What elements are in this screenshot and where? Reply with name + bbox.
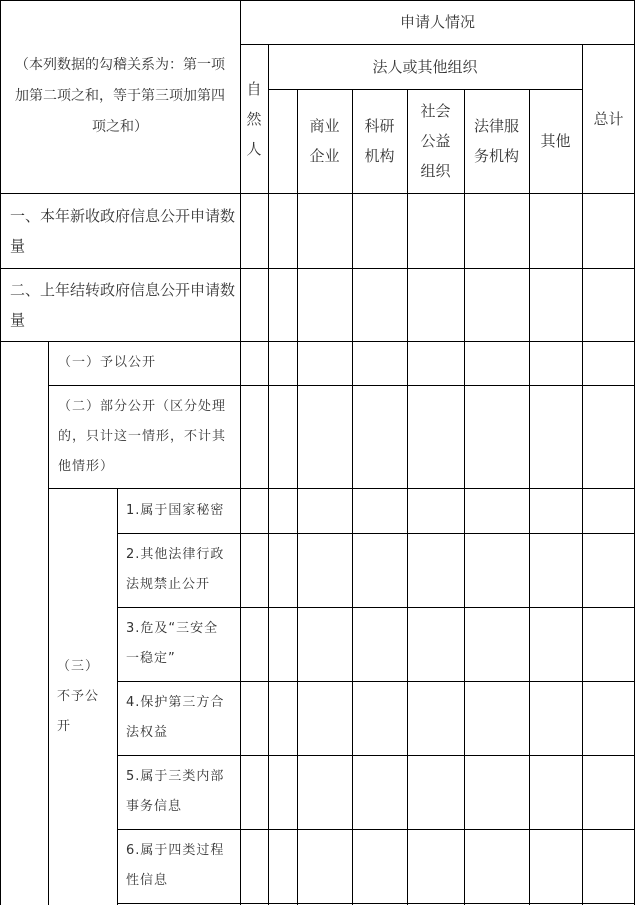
column-note: （本列数据的勾稽关系为：第一项 加第二项之和，等于第三项加第四 项之和） <box>15 57 225 135</box>
sub-row-process-info: 6.属于四类过程 性信息 <box>126 843 225 888</box>
row-carried-over: 二、上年结转政府信息公开申请数 量 <box>10 280 236 329</box>
sub-row-third-party: 4.保护第三方合 法权益 <box>126 695 225 740</box>
applicant-situation-header: 申请人情况 <box>399 13 475 31</box>
subcol-other: 其他 <box>540 132 571 150</box>
row-new-applications: 一、本年新收政府信息公开申请数 量 <box>10 206 236 255</box>
subcol-legal-service: 法律服 务机构 <box>473 117 519 165</box>
legal-org-header: 法人或其他组织 <box>372 57 478 76</box>
row-partial-disclosed: （二）部分公开（区分处理 的，只计这一情形，不计其 他情形） <box>58 398 227 474</box>
sub-row-internal-affairs: 5.属于三类内部 事务信息 <box>126 769 225 814</box>
total-header: 总计 <box>593 109 624 128</box>
row-disclosed: （一）予以公开 <box>58 355 157 370</box>
subcol-public-welfare: 社会 公益 组织 <box>420 102 451 180</box>
subcol-research: 科研 机构 <box>364 117 395 165</box>
natural-person-header: 自然 人 <box>246 79 262 158</box>
sub-row-security-stability: 3.危及“三安全 一稳定” <box>126 621 219 666</box>
sub-row-law-prohibited: 2.其他法律行政 法规禁止公开 <box>126 547 225 592</box>
sub-row-state-secret: 1.属于国家秘密 <box>126 502 225 518</box>
row-not-disclosed: （三） 不予公 开 <box>57 658 100 734</box>
subcol-commercial: 商业 企业 <box>309 117 340 165</box>
